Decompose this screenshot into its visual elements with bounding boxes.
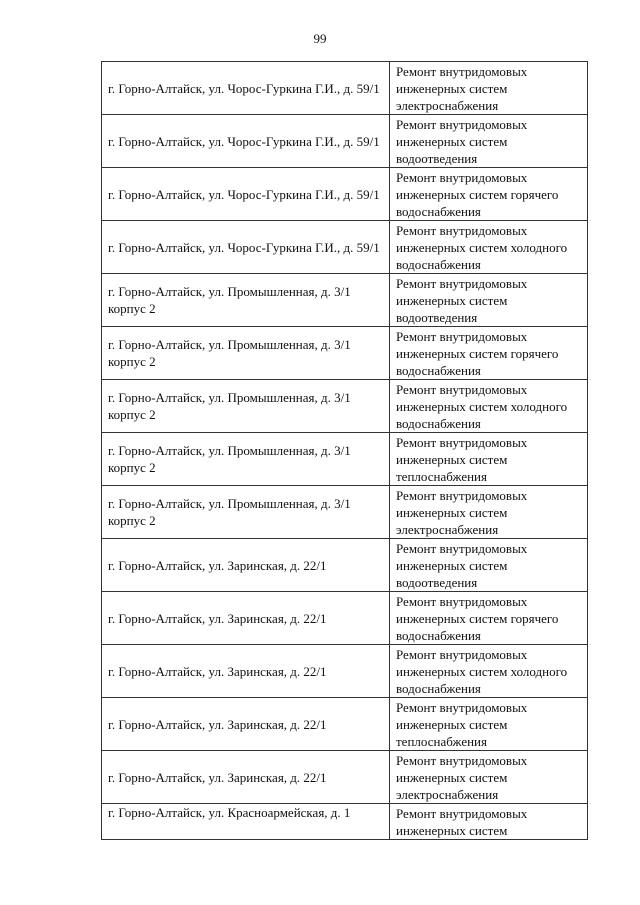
- work-type-cell: Ремонт внутридомовых инженерных систем горячего водоснабжения: [390, 592, 588, 645]
- work-type-cell: Ремонт внутридомовых инженерных систем: [390, 804, 588, 840]
- work-type-cell: Ремонт внутридомовых инженерных систем холодного водоснабжения: [390, 221, 588, 274]
- table-row: [102, 433, 588, 486]
- address-cell: г. Горно-Алтайск, ул. Чорос-Гуркина Г.И., д. 59/1: [102, 168, 390, 221]
- works-table-body: [102, 62, 588, 840]
- address-cell: г. Горно-Алтайск, ул. Чорос-Гуркина Г.И., д. 59/1: [102, 115, 390, 168]
- address-cell: г. Горно-Алтайск, ул. Заринская, д. 22/1: [102, 592, 390, 645]
- address-cell: г. Горно-Алтайск, ул. Заринская, д. 22/1: [102, 751, 390, 804]
- address-cell: г. Горно-Алтайск, ул. Заринская, д. 22/1: [102, 698, 390, 751]
- table-row: [102, 486, 588, 539]
- table-row: [102, 168, 588, 221]
- address-cell: г. Горно-Алтайск, ул. Заринская, д. 22/1: [102, 539, 390, 592]
- address-cell: г. Горно-Алтайск, ул. Промышленная, д. 3/1 корпус 2: [102, 380, 390, 433]
- table-row: [102, 804, 588, 840]
- work-type-cell: Ремонт внутридомовых инженерных систем электроснабжения: [390, 62, 588, 115]
- work-type-cell: Ремонт внутридомовых инженерных систем электроснабжения: [390, 486, 588, 539]
- table-row: [102, 592, 588, 645]
- table-row: [102, 221, 588, 274]
- address-cell: г. Горно-Алтайск, ул. Промышленная, д. 3/1 корпус 2: [102, 327, 390, 380]
- work-type-cell: Ремонт внутридомовых инженерных систем водоотведения: [390, 274, 588, 327]
- work-type-cell: Ремонт внутридомовых инженерных систем водоотведения: [390, 539, 588, 592]
- table-row: [102, 327, 588, 380]
- page-number: 99: [313, 31, 327, 46]
- table-row: [102, 698, 588, 751]
- work-type-cell: Ремонт внутридомовых инженерных систем водоотведения: [390, 115, 588, 168]
- table-row: [102, 751, 588, 804]
- address-cell: г. Горно-Алтайск, ул. Промышленная, д. 3/1 корпус 2: [102, 274, 390, 327]
- work-type-cell: Ремонт внутридомовых инженерных систем горячего водоснабжения: [390, 168, 588, 221]
- address-cell: г. Горно-Алтайск, ул. Промышленная, д. 3/1 корпус 2: [102, 486, 390, 539]
- address-cell: г. Горно-Алтайск, ул. Чорос-Гуркина Г.И., д. 59/1: [102, 221, 390, 274]
- address-cell: г. Горно-Алтайск, ул. Заринская, д. 22/1: [102, 645, 390, 698]
- table-row: [102, 645, 588, 698]
- table-row: [102, 380, 588, 433]
- work-type-cell: Ремонт внутридомовых инженерных систем холодного водоснабжения: [390, 380, 588, 433]
- work-type-cell: Ремонт внутридомовых инженерных систем теплоснабжения: [390, 433, 588, 486]
- address-cell: г. Горно-Алтайск, ул. Чорос-Гуркина Г.И., д. 59/1: [102, 62, 390, 115]
- table-row: [102, 274, 588, 327]
- work-type-cell: Ремонт внутридомовых инженерных систем горячего водоснабжения: [390, 327, 588, 380]
- works-table: [101, 61, 588, 840]
- table-row: [102, 62, 588, 115]
- work-type-cell: Ремонт внутридомовых инженерных систем электроснабжения: [390, 751, 588, 804]
- table-row: [102, 539, 588, 592]
- address-cell: г. Горно-Алтайск, ул. Красноармейская, д. 1: [102, 804, 390, 840]
- work-type-cell: Ремонт внутридомовых инженерных систем теплоснабжения: [390, 698, 588, 751]
- address-cell: г. Горно-Алтайск, ул. Промышленная, д. 3/1 корпус 2: [102, 433, 390, 486]
- work-type-cell: Ремонт внутридомовых инженерных систем холодного водоснабжения: [390, 645, 588, 698]
- table-row: [102, 115, 588, 168]
